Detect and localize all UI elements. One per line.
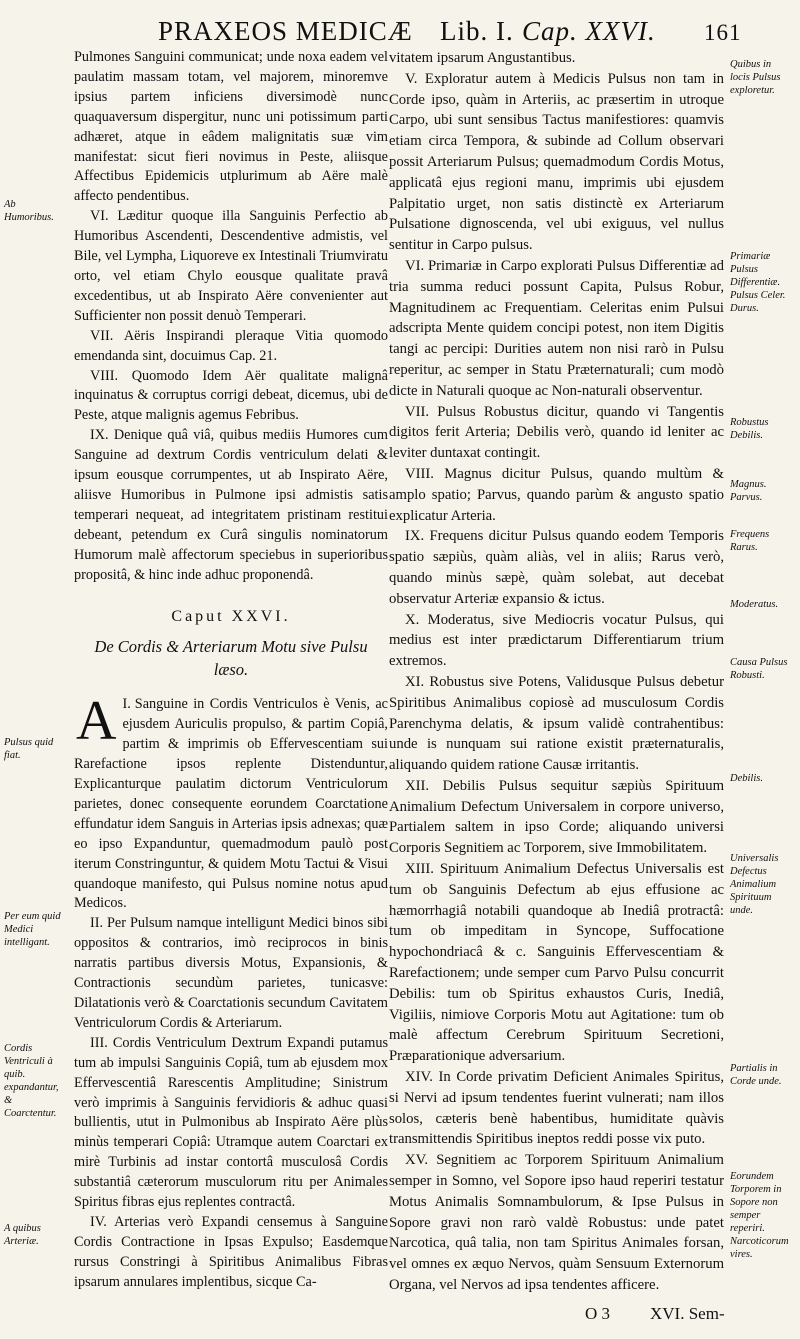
page-footer [0,1302,800,1330]
running-title: PRAXEOS MEDICÆ [158,16,413,46]
book-number: Lib. I. [440,16,514,46]
chapter-subtitle: De Cordis & Arteriarum Motu sive Pulsu læso. [94,637,368,680]
catchword: XVI. Sem- [650,1304,725,1323]
margin-note: Per eum quid Medici intelligant. [4,911,61,948]
chapter-heading: Caput XXVI. [171,608,291,626]
running-header [0,14,800,52]
right-column [389,48,724,1296]
margin-note: Frequens Rarus. [730,529,770,553]
paragraph: III. Cordis Ventriculum Dextrum Expandi putamus tum ab impulsi Sanguinis Copiâ, tum ab ejusdem mox Effervescentiâ Rarescentis Amplitudine; Sinistrum verò imprimis à Sanguinis fervidioris & adhuc quasi bullientis, utut in Pulmonibus ab Inspirato Aëre plùs minùs temperari Copiâ: Utramque autem Coarctari ex mirè Turbinis ad instar contortâ musculosâ Cordis substantiâ cæterorum musculorum ritu per Animales Spiritus fibras ejus replentes contractâ. [74,1034,388,1211]
margin-note: Eorundem Torporem in Sopore non semper reperiri. Narcoticorum vires. [730,1171,789,1260]
paragraph: X. Moderatus, sive Mediocris vocatur Pulsus, qui medius est inter prædictarum Differentiarum trium extremos. [389,611,724,670]
chapter-number: Cap. XXVI. [522,16,656,46]
margin-note: Moderatus. [730,599,779,610]
margin-note: Magnus. Parvus. [730,479,767,503]
paragraph: VII. Pulsus Robustus dicitur, quando vi Tangentis digitos ferit Arteria; Debilis verò, quando id leniter ac leviter duntaxat contingit. [389,403,724,462]
paragraph-numeral: I. [122,696,131,713]
paragraph: IX. Frequens dicitur Pulsus quando eodem Temporis spatio sæpiùs, quàm aliàs, vel in aliis; Rarus verò, quando minùs sæpè, quàm solebat, aut decebat observatur Arteriæ expansio & ictus. [389,528,724,607]
margin-note: Universalis Defectus Animalium Spirituum unde. [730,853,779,916]
signature-mark: O 3 [585,1304,611,1323]
margin-note: A quibus Arteriæ. [4,1223,41,1247]
paragraph: IX. Denique quâ viâ, quibus mediis Humores cum Sanguine ad dextrum Cordis ventriculum delati & ipsum eousque corrumpentes, ut ab Inspirato Aëre, aliisve Humoribus in Pulmone ipsi admistis satis temperari nequeat, ad integritatem pristinam restitui debeant, petendum ex Curâ singulis nominatorum Humorum malè affectorum speciebus in superioribus propositâ, & hinc inde adhuc proponendâ. [74,427,388,583]
paragraph: II. Per Pulsum namque intelligunt Medici binos sibi oppositos & contrarios, imò reciprocos in binis narratis partibus diversis Motus, Expansionis, & Contractionis secundùm parietes, tunicasve: Dilatationis verò & Coarctationis secundum Cavitatem Ventriculorum Cordis & Arteriarum. [74,915,388,1031]
page-number: 161 [704,20,742,45]
paragraph: IV. Arterias verò Expandi censemus à Sanguine Cordis Contractione in Ipsas Expulso; Easdemque rursus Constringi à Spiritibus Animalibus Fibras ipsarum annulares implentibus, sicque Ca- [74,1213,388,1290]
margin-note: Debilis. [730,773,763,784]
paragraph: XI. Robustus sive Potens, Validusque Pulsus debetur Spiritibus Animalibus copiosè ad musculosum Cordis Parenchyma delatis, & ipsum validè contrahentibus: unde is nunquam sui ratione existit præternaturalis, aliquando quidem ratione Causæ irritantis. [389,673,724,774]
paragraph: VIII. Magnus dicitur Pulsus, quando multùm & amplo spatio; Parvus, quando parùm & angusto spatio explicatur Arteria. [389,465,724,524]
margin-note: Primariæ Pulsus Differentiæ. Pulsus Celer. Durus. [730,251,786,314]
paragraph: XV. Segnitiem ac Torporem Spirituum Animalium semper in Somno, vel Sopore ipso haud reperiri testatur Motus Animalis Somnambulorum, & Ipse Pulsus in Sopore gravi non rarò valdè Robustus: unde patet Narcotica, quâ talia, non tam Spiritus Animales forsan, vel omnes ex æquo Nervos, quàm Sensuum Externorum Organa, vel Nervos ad ipsa tendentes afficere. [389,1152,724,1294]
margin-note: Robustus Debilis. [730,417,769,441]
margin-note: Cordis Ventriculi à quib. expandantur, & Coarctentur. [4,1043,59,1119]
paragraph: VI. Primariæ in Carpo explorati Pulsus Differentiæ ad tria summa reduci possunt Capita, Pulsus Robur, Magnitudinem ac Frequentiam. Celeritas enim Pulsui adscripta Mente quidem concipi potest, non item Digitis tangi ac percipi: Durities autem non nisi rarò in Pulsu reperitur, ac semper in Statu Præternaturali; cum modò dicte in Naturali quoque ac Non-naturali observentur. [389,257,724,399]
margin-note: Ab Humoribus. [4,199,54,223]
paragraph: XIII. Spirituum Animalium Defectus Universalis est tum ob Sanguinis Defectum ab ejus effusione ac hæmorrhagiâ notabili quandoque ab Inediâ protractâ: tum ob impeditam in Syncope, Suffocatione hypochondriacâ & c. Sanguinis Effervescentiam & Rarefactionem; unde semper cum Parvo Pulsu concurrit Debilis: tum ob Spiritus exhaustos Curis, Inediâ, Vigiliis, nimiove Corporis Motu aut Agitatione: tum ob malè affectum Cerebrum Spirituum Secretioni, Præparationique adversarium. [389,861,724,1065]
paragraph-text: Sanguine in Cordis Ventriculos è Venis, ac ejusdem Auriculis propulso, & partim Copiâ, partim & imprimis ob Effervescentiam sui Rarefactione ipsos replente Distenduntur, Explicanturque paulatim dictorum Ventriculorum parietes, donec consequente eorundem Coarctatione effundatur idem Sanguis in Arterias ipsis adnexas; quæ eo ipso Expanduntur, quemadmodum paulò post iterum Constringuntur, & quidem Motu Tactui & Visui quandoque manifesto, qui Pulsus nomine notus apud Medicos. [74,696,388,912]
paragraph-first [74,690,388,914]
paragraph: VIII. Quomodo Idem Aër qualitate malignâ inquinatus & corruptus corrigi debeat, dicemus, ubi de Peste, atque malignis agemus Febribus. [74,367,388,424]
paragraph: VII. Aëris Inspirandi pleraque Vitia quomodo emendanda sint, docuimus Cap. 21. [74,327,388,364]
margin-note: Pulsus quid fiat. [4,737,54,761]
drop-capital: A [76,690,117,753]
paragraph: Pulmones Sanguini communicat; unde noxa eadem vel paulatim massam totam, vel majorem, minoremve ipsius partem inficiens diversimodè nunc quaquaversum dispergitur, nunc uni potissimum parti adhæret, atque in eâdem malignitatis suæ vim manifestat: sicut fieri novimus in Peste, aliisque Affectibus Epidemicis utplurimum ab Aëre malè affecto pendentibus. [74,49,388,205]
margin-note: Partialis in Corde unde. [730,1063,782,1087]
paragraph: vitatem ipsarum Angustantibus. [389,50,576,66]
paragraph: XII. Debilis Pulsus sequitur sæpiùs Spirituum Animalium Defectum Universalem in corpore universo, Partialem saltem in ipso Corde; aliquando universi Corporis Segnitiem ac Torporem, sive Immobilitatem. [389,777,724,857]
paragraph: VI. Læditur quoque illa Sanguinis Perfectio ab Humoribus Ascendenti, Descendentive admistis, vel Bile, vel Lympha, Liquoreve ex Intestinali Triumviratu orto, vel etiam Chylo eousque qualitate pravâ excedentibus, ut ab Inspirato Aëre convenienter aut Sufficienter non possit denuò Temperari. [74,208,388,324]
left-column [74,48,388,1293]
margin-note: Causa Pulsus Robusti. [730,657,788,681]
paragraph: V. Exploratur autem à Medicis Pulsus non tam in Corde ipso, quàm in Arteriis, ac præsertim in utroque Carpo, ubi sunt sensibus Tactus manifestiores: quamvis etiam circa Tempora, & subinde ad Collum observari possit Arteriarum Pulsus; quemadmodum Cordis Motus, applicatâ ejus regioni manu, imprimis ubi ejusdem Palpitatio urget, non satis distinctè ex Arteriarum Pulsatione dignoscenda, vel ubi exiguus, vel nullus sentitur in Carpo pulsus. [389,70,724,254]
margin-note: Quibus in locis Pulsus exploretur. [730,59,781,96]
paragraph: XIV. In Corde privatim Deficient Animales Spiritus, si Nervi ad ipsum tendentes fuerint vulnerati; nam illos solos, cæteris benè habentibus, humiditate quàvis transmittendis Spiritibus ineptos reddi posse vix puto. [389,1069,724,1148]
